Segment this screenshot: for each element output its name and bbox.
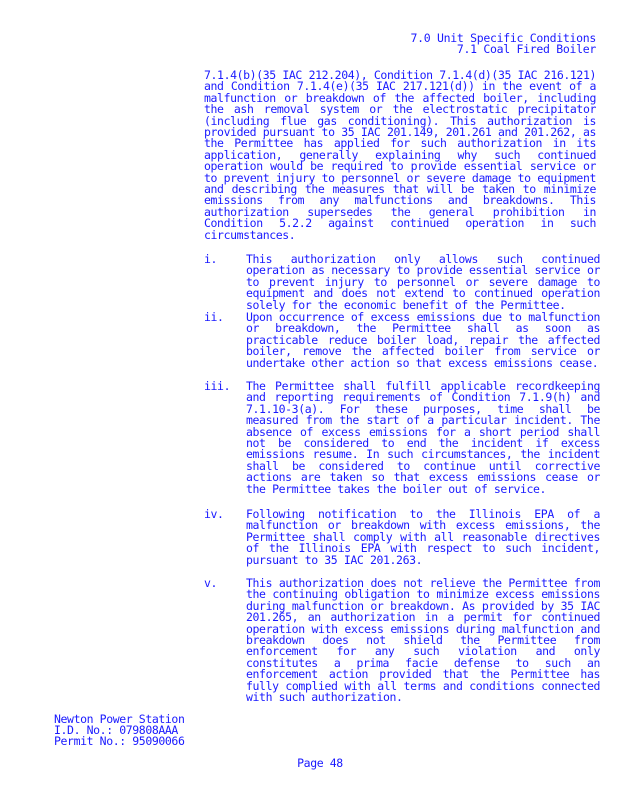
list-item bbox=[204, 254, 600, 312]
item-text: This authorization only allows such continued operation as necessary to provide essential service or to prevent injury to personnel or severe damage to equipment and does not extend to continued operation solely for the economic benefit of the Permittee. bbox=[246, 252, 600, 312]
item-text: Following notification to the Illinois EPA of a malfunction or breakdown with excess emissions, the Permittee shall comply with all reasonable directives of the Illinois EPA with respect to such incident, pursuant to 35 IAC 201.263. bbox=[246, 507, 600, 567]
item-text: Upon occurrence of excess emissions due to malfunction or breakdown, the Permittee shall as soon as practicable reduce boiler load, repair the affected boiler, remove the affected boiler from service or undertake other action so that excess emissions cease. bbox=[246, 310, 600, 370]
section-title: 7.0 Unit Specific Conditions bbox=[410, 31, 596, 45]
list-item bbox=[204, 578, 600, 703]
page-number: Page 48 bbox=[297, 756, 343, 770]
permit-number: Permit No.: 95090066 bbox=[54, 734, 185, 748]
intro-paragraph: 7.1.4(b)(35 IAC 212.204), Condition 7.1.4(d)(35 IAC 216.121) and Condition 7.1.4(e)(35 IAC 217.121(d)) in the event of a malfunction or breakdown of the affected boiler, including the ash removal system or the electrostatic precipitator (including flue gas conditioning). This authorization is provided pursuant to 35 IAC 201.149, 201.261 and 201.262, as the Permittee has applied for such authorization in its application, generally explaining why such continued operation would be required to provide essential service or to prevent injury to personnel or severe damage to equipment and describing the measures that will be taken to minimize emissions from any malfunctions and breakdowns. This authorization supersedes the general prohibition in Condition 5.2.2 against continued operation in such circumstances. bbox=[204, 68, 596, 242]
item-number: iv. bbox=[204, 507, 224, 521]
item-number: v. bbox=[204, 576, 218, 590]
item-text: The Permittee shall fulfill applicable recordkeeping and reporting requirements of Condition 7.1.9(h) and 7.1.10-3(a). For these purposes, time shall be measured from the start of a particular incident. The absence of excess emissions for a short period shall not be considered to end the incident if excess emissions resume. In such circumstances, the incident shall be considered to continue until corrective actions are taken so that excess emissions cease or the Permittee takes the boiler out of service. bbox=[246, 379, 600, 496]
footer-permit-info bbox=[54, 714, 254, 747]
station-name: Newton Power Station bbox=[54, 712, 185, 726]
list-item bbox=[204, 509, 600, 578]
item-number: i. bbox=[204, 252, 218, 266]
id-number: I.D. No.: 079808AAA bbox=[54, 723, 178, 737]
item-number: iii. bbox=[204, 379, 231, 393]
list-item bbox=[204, 312, 600, 381]
list-item bbox=[204, 381, 600, 509]
section-header bbox=[296, 33, 596, 55]
item-text: This authorization does not relieve the Permittee from the continuing obligation to minimize excess emissions during malfunction or breakdown. As provided by 35 IAC 201.265, an authorization in a permit for continued operation with excess emissions during malfunction and breakdown does not shield the Permittee from enforcement for any such violation and only constitutes a prima facie defense to such an enforcement action provided that the Permittee has fully complied with all terms and conditions connected with such authorization. bbox=[246, 576, 600, 705]
condition-list bbox=[204, 254, 600, 703]
subsection-title: 7.1 Coal Fired Boiler bbox=[456, 42, 596, 56]
item-number: ii. bbox=[204, 310, 224, 324]
